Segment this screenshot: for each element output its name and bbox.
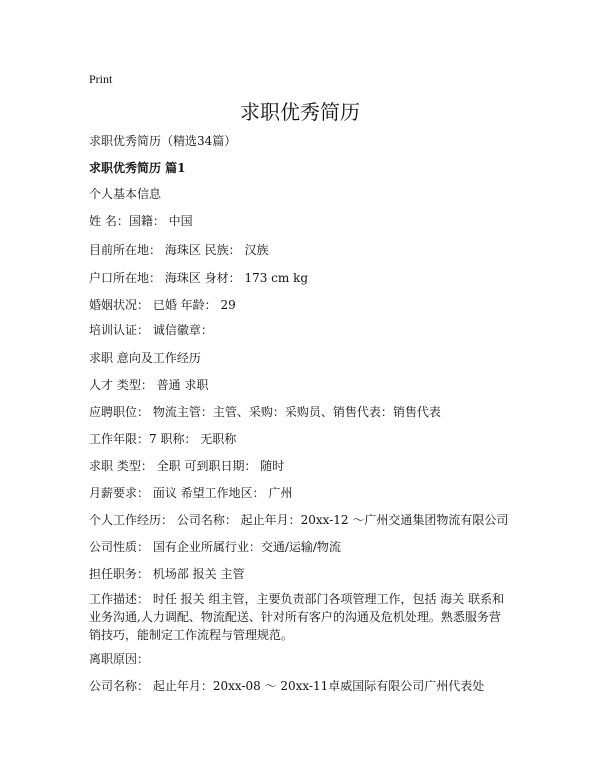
text-line-position: 应聘职位： 物流主管：主管、采购：采购员、销售代表：销售代表	[89, 405, 441, 419]
text-line-location-ethnicity: 目前所在地： 海珠区 民族： 汉族	[89, 243, 269, 257]
text-line-hukou-height: 户口所在地： 海珠区 身材： 173 cm kg	[89, 271, 309, 285]
text-line-company-nature: 公司性质： 国有企业所属行业：交通/运输/物流	[89, 540, 341, 554]
text-line-talent-type: 人才 类型： 普通 求职	[89, 378, 209, 392]
text-line-leave-reason: 离职原因：	[89, 652, 150, 666]
section-heading: 求职优秀简历 篇1	[89, 161, 186, 175]
text-line-job-intent: 求职 意向及工作经历	[89, 351, 201, 365]
document-title: 求职优秀简历	[240, 100, 360, 124]
text-line-work-history: 个人工作经历： 公司名称： 起止年月：20xx-12 ～广州交通集团物流有限公司	[89, 513, 509, 527]
text-line-work-years: 工作年限：7 职称： 无职称	[89, 432, 237, 446]
job-description-paragraph: 工作描述： 时任 报关 组主管，主要负责部门各项管理工作，包括 海关 联系和业务沟通,人力调配、物流配送、针对所有客户的沟通及危机处理。熟悉服务营销技巧，能制定工作流程与管理规范。	[89, 592, 505, 642]
text-line-role: 担任职务： 机场部 报关 主管	[89, 567, 245, 581]
text-line-marital-age: 婚姻状况： 已婚 年龄： 29	[89, 298, 236, 312]
print-label: Print	[89, 72, 113, 86]
document-subtitle: 求职优秀简历（精选34篇）	[89, 134, 237, 148]
text-line-job-type: 求职 类型： 全职 可到职日期： 随时	[89, 459, 285, 473]
text-line-certification: 培训认证： 诚信徽章：	[89, 323, 213, 337]
text-line-salary-region: 月薪要求： 面议 希望工作地区： 广州	[89, 486, 293, 500]
text-line-name-nationality: 姓 名：国籍： 中国	[89, 214, 193, 228]
text-line-basic-info: 个人基本信息	[89, 187, 162, 201]
text-line-previous-company: 公司名称： 起止年月：20xx-08 ～ 20xx-11卓威国际有限公司广州代表处	[89, 679, 485, 693]
